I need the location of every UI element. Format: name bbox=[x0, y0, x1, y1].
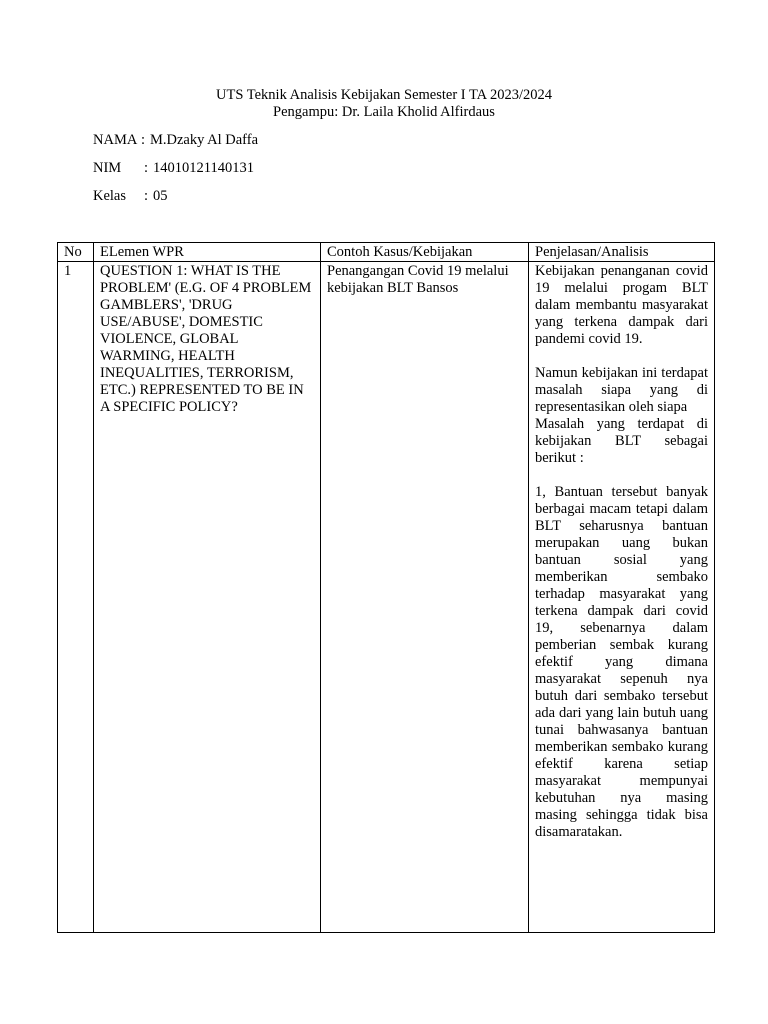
cell-no: 1 bbox=[58, 262, 94, 933]
class-row bbox=[93, 187, 493, 215]
nim-separator: : bbox=[144, 160, 149, 176]
name-value: M.Dzaky Al Daffa bbox=[149, 132, 259, 148]
class-separator: : bbox=[144, 188, 149, 204]
table-row bbox=[58, 262, 715, 933]
cell-analysis bbox=[529, 262, 715, 933]
name-label: NAMA bbox=[93, 132, 138, 148]
document-header bbox=[0, 87, 768, 121]
analysis-paragraph: Namun kebijakan ini terdapat masalah siapa yang di representasikan oleh siapa bbox=[535, 365, 708, 415]
student-identity bbox=[93, 131, 493, 215]
header-analysis: Penjelasan/Analisis bbox=[529, 243, 715, 262]
analysis-paragraph: Masalah yang terdapat di kebijakan BLT sebagai berikut : bbox=[535, 416, 708, 466]
wpr-analysis-table bbox=[57, 242, 715, 933]
table-header-row bbox=[58, 243, 715, 262]
exam-title: UTS Teknik Analisis Kebijakan Semester I TA 2023/2024 bbox=[216, 87, 552, 103]
name-row bbox=[93, 131, 493, 159]
analysis-paragraph: 1, Bantuan tersebut banyak berbagai macam tetapi dalam BLT seharusnya bantuan merupakan uang bukan bantuan sosial yang memberikan sembako terhadap masyarakat yang terkena dampak dari covid 19, sebenarnya dalam pemberian sembak kurang efektif yang dimana masyarakat sepenuh nya butuh dari sembako tersebut ada dari yang lain butuh uang tunai bahwasanya bantuan memberikan sembako kurang efektif karena setiap masyarakat mempunyai kebutuhan nya masing masing sehingga tidak bisa disamaratakan. bbox=[535, 484, 708, 840]
nim-value: 14010121140131 bbox=[153, 160, 254, 176]
header-no: No bbox=[58, 243, 94, 262]
header-case: Contoh Kasus/Kebijakan bbox=[321, 243, 529, 262]
cell-case: Penangangan Covid 19 melalui kebijakan BLT Bansos bbox=[321, 262, 529, 933]
cell-element: QUESTION 1: WHAT IS THE PROBLEM' (E.G. OF 4 PROBLEM GAMBLERS', 'DRUG USE/ABUSE', DOMESTIC VIOLENCE, GLOBAL WARMING, HEALTH INEQUALITIES, TERRORISM, ETC.) REPRESENTED TO BE IN A SPECIFIC POLICY? bbox=[94, 262, 321, 933]
header-element: ELemen WPR bbox=[94, 243, 321, 262]
paragraph-gap bbox=[535, 348, 708, 365]
nim-label: NIM bbox=[93, 160, 122, 176]
nim-row bbox=[93, 159, 493, 187]
name-separator: : bbox=[140, 132, 145, 148]
class-label: Kelas bbox=[93, 188, 127, 204]
analysis-paragraph: Kebijakan penanganan covid 19 melalui progam BLT dalam membantu masyarakat yang terkena dampak dari pandemi covid 19. bbox=[535, 263, 708, 347]
lecturer-line: Pengampu: Dr. Laila Kholid Alfirdaus bbox=[273, 104, 495, 120]
class-value: 05 bbox=[153, 188, 168, 204]
paragraph-gap bbox=[535, 467, 708, 484]
